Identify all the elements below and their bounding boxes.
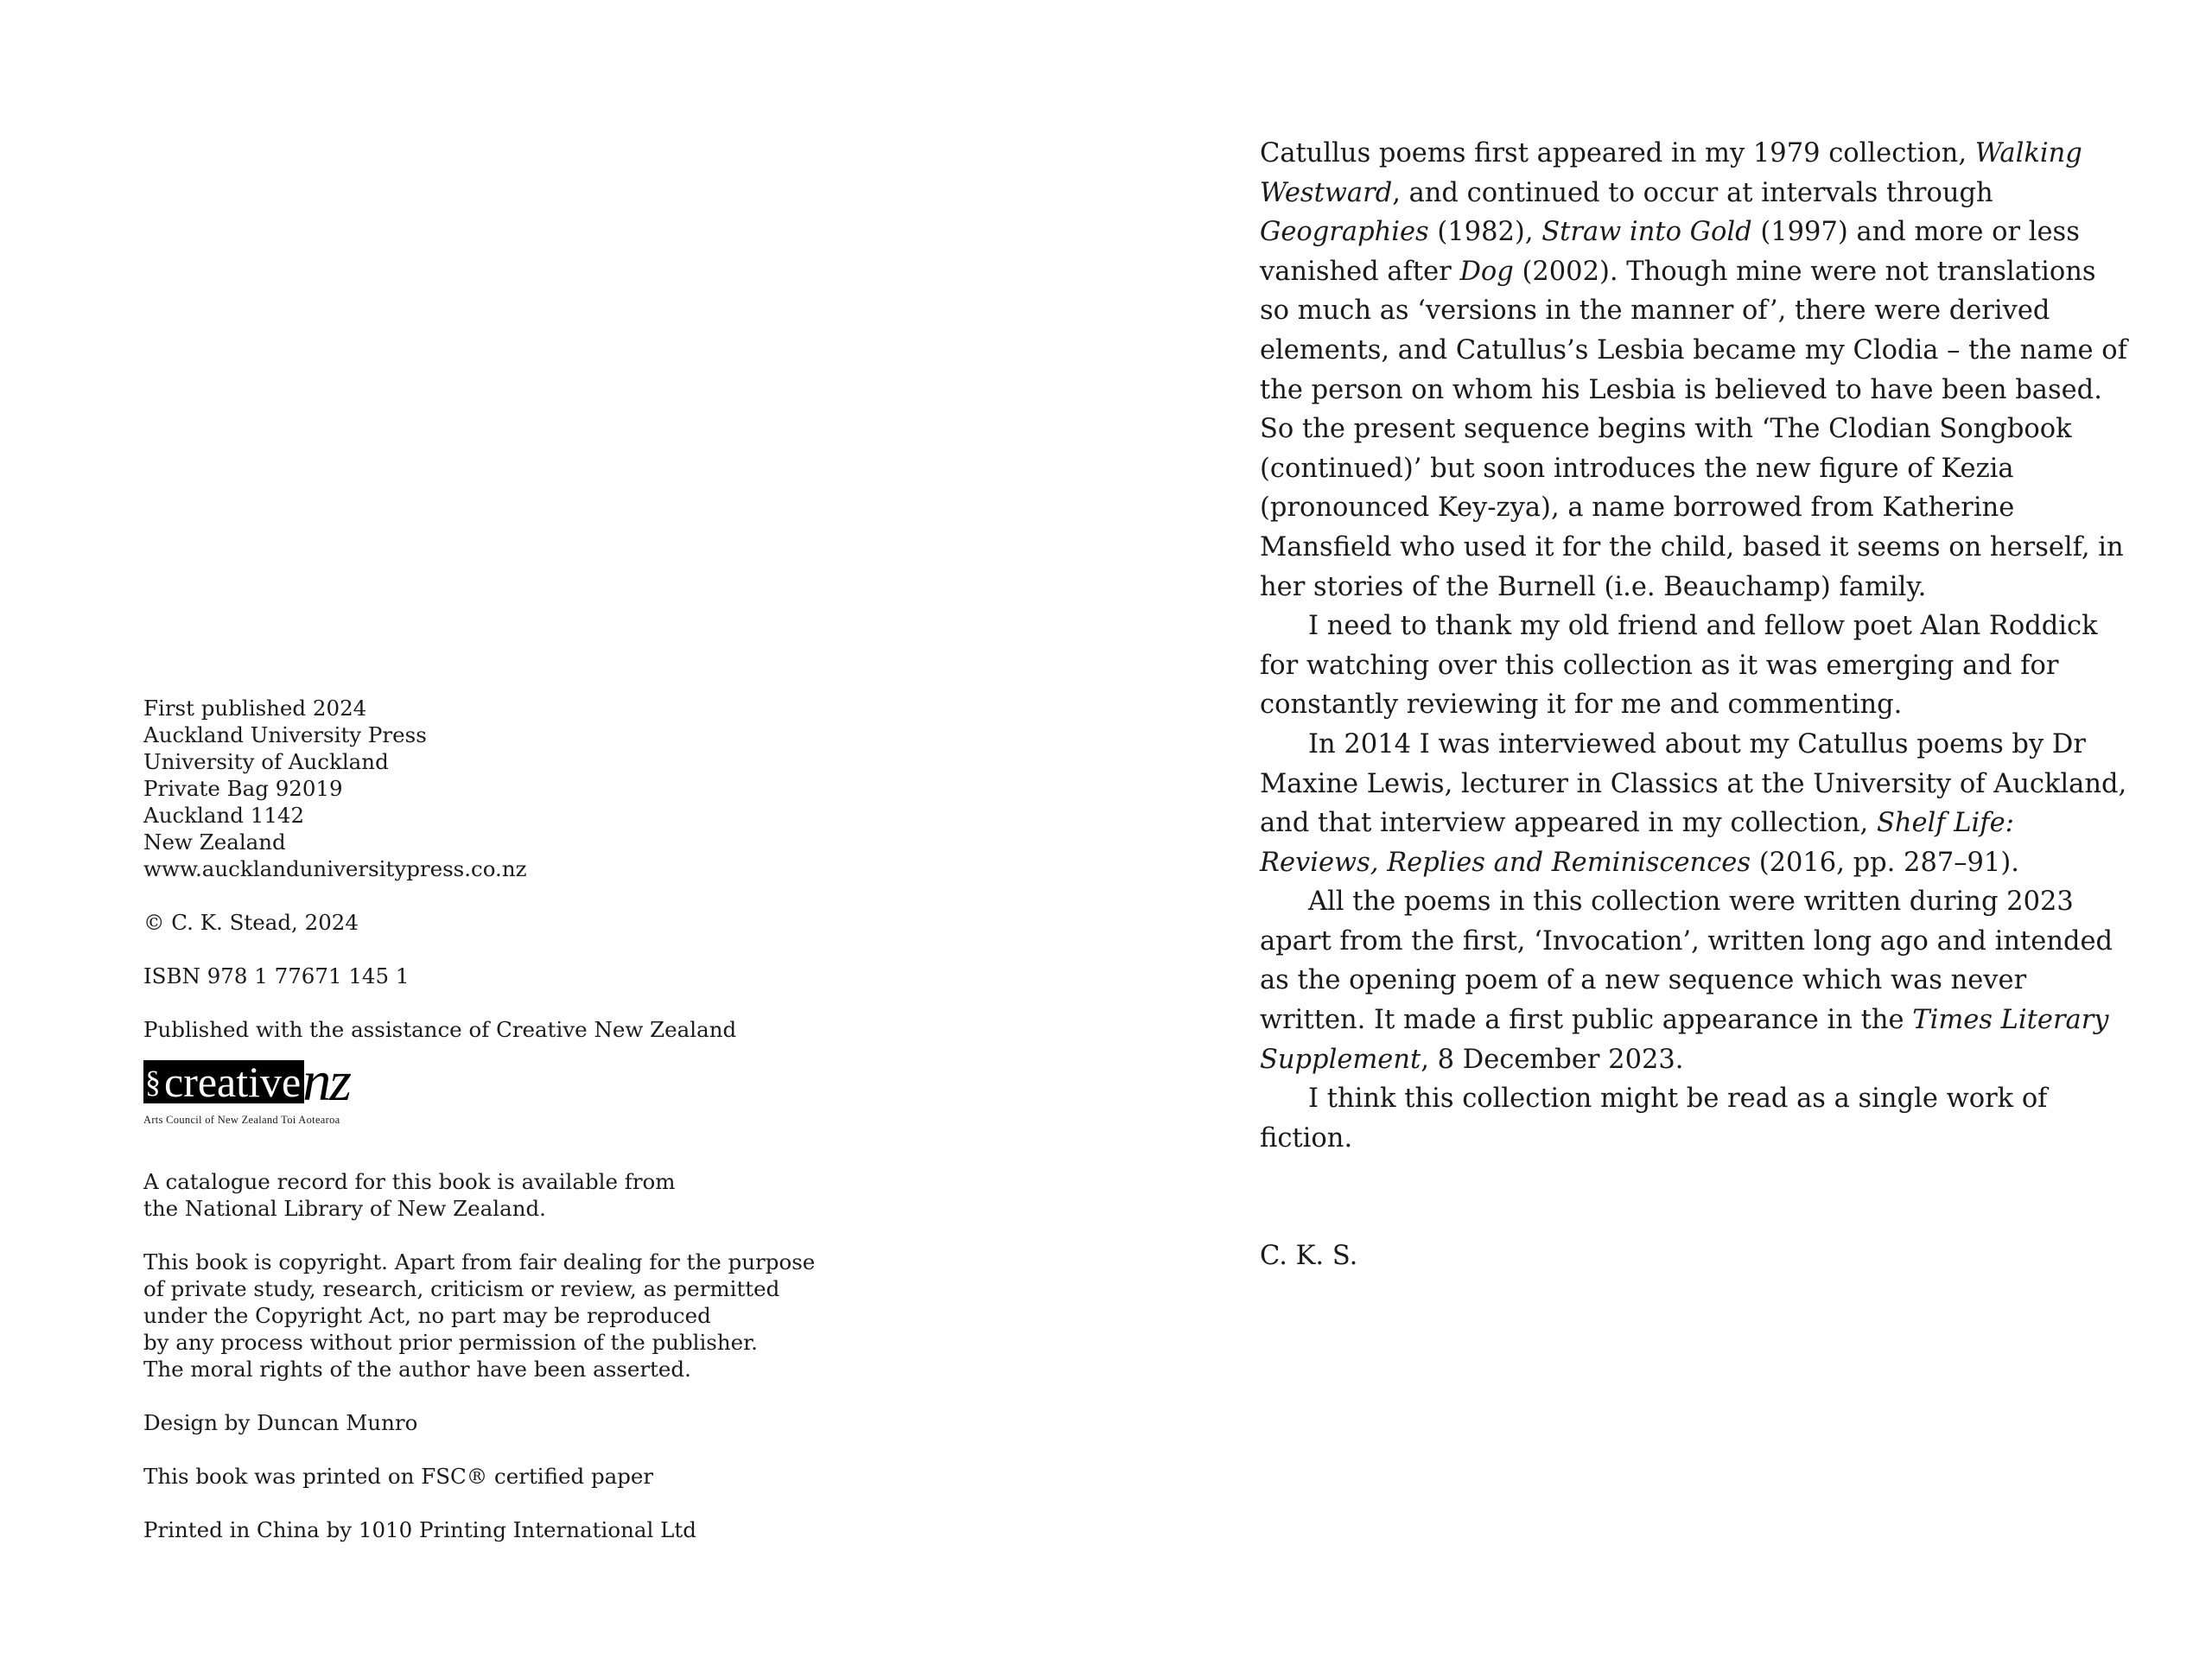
creative-nz-logo [143,1052,472,1134]
publisher-website: www.aucklanduniversitypress.co.nz [143,856,527,881]
preface-paragraph-5: I think this collection might be read as a single work of fiction. [1260,1084,2048,1154]
preface-paragraph-4: All the poems in this collection were written during 2023 apart from the first, ‘Invocation’, written long ago and intended as the opening poem of a new sequence which was never written. It made a first public appearance in the Times Literary Supplement, 8 December 2023. [1260,887,2113,1075]
imprint-line: New Zealand [143,830,286,855]
imprint-line: Private Bag 92019 [143,776,343,801]
copyright-line: © C. K. Stead, 2024 [143,910,359,935]
logo-suffix: nz [302,1050,350,1113]
catalogue-notice: A catalogue record for this book is available from the National Library of New Zealand. [143,1169,676,1221]
preface-paragraph-2: I need to thank my old friend and fellow poet Alan Roddick for watching over this collection as it was emerging and for constantly reviewing it for me and commenting. [1260,611,2098,721]
imprint-line: University of Auckland [143,749,389,774]
logo-tagline: Arts Council of New Zealand Toi Aotearoa [143,1114,340,1126]
assistance-line: Published with the assistance of Creative New Zealand [143,1017,737,1042]
logo-word: creative [164,1058,302,1106]
design-credit: Design by Duncan Munro [143,1410,418,1435]
copyright-notice: This book is copyright. Apart from fair dealing for the purpose of private study, research, criticism or review, as permitted under the Copyright Act, no part may be reproduced by any process without prior permission of the publisher. The moral rights of the author have been asserted. [143,1249,816,1382]
imprint-line: Auckland 1142 [143,803,305,828]
preface-page [1260,134,2133,1276]
imprint-page [143,695,921,1543]
paper-note: This book was printed on FSC® certified paper [143,1464,654,1489]
preface-paragraph-3: In 2014 I was interviewed about my Catullus poems by Dr Maxine Lewis, lecturer in Classics at the University of Auckland, and that interview appeared in my collection, Shelf Life: Reviews, Replies and Reminiscences (2016, pp. 287–91). [1260,728,2127,878]
imprint-line: Auckland University Press [143,722,427,747]
preface-paragraph-1: Catullus poems first appeared in my 1979 collection, Walking Westward, and continued to occur at intervals through Geographies (1982), Straw into Gold (1997) and more or less vanished after Dog (2002). Though mine were not translations so much as ‘versions in the manner of’, there were derived elements, and Catullus’s Lesbia became my Clodia – the name of the person on whom his Lesbia is believed to have been based. So the present sequence begins with ‘The Clodian Songbook (continued)’ but soon introduces the new figure of Kezia (pronounced Key-zya), a name borrowed from Katherine Mansfield who used it for the child, based it seems on herself, in her stories of the Burnell (i.e. Beauchamp) family. [1260,138,2127,602]
author-signature: C. K. S. [1260,1241,1358,1272]
koru-icon: § [145,1065,161,1099]
imprint-line: First published 2024 [143,696,367,721]
publisher-block [143,695,921,882]
printer-credit: Printed in China by 1010 Printing International Ltd [143,1517,696,1542]
isbn: ISBN 978 1 77671 145 1 [143,963,410,988]
